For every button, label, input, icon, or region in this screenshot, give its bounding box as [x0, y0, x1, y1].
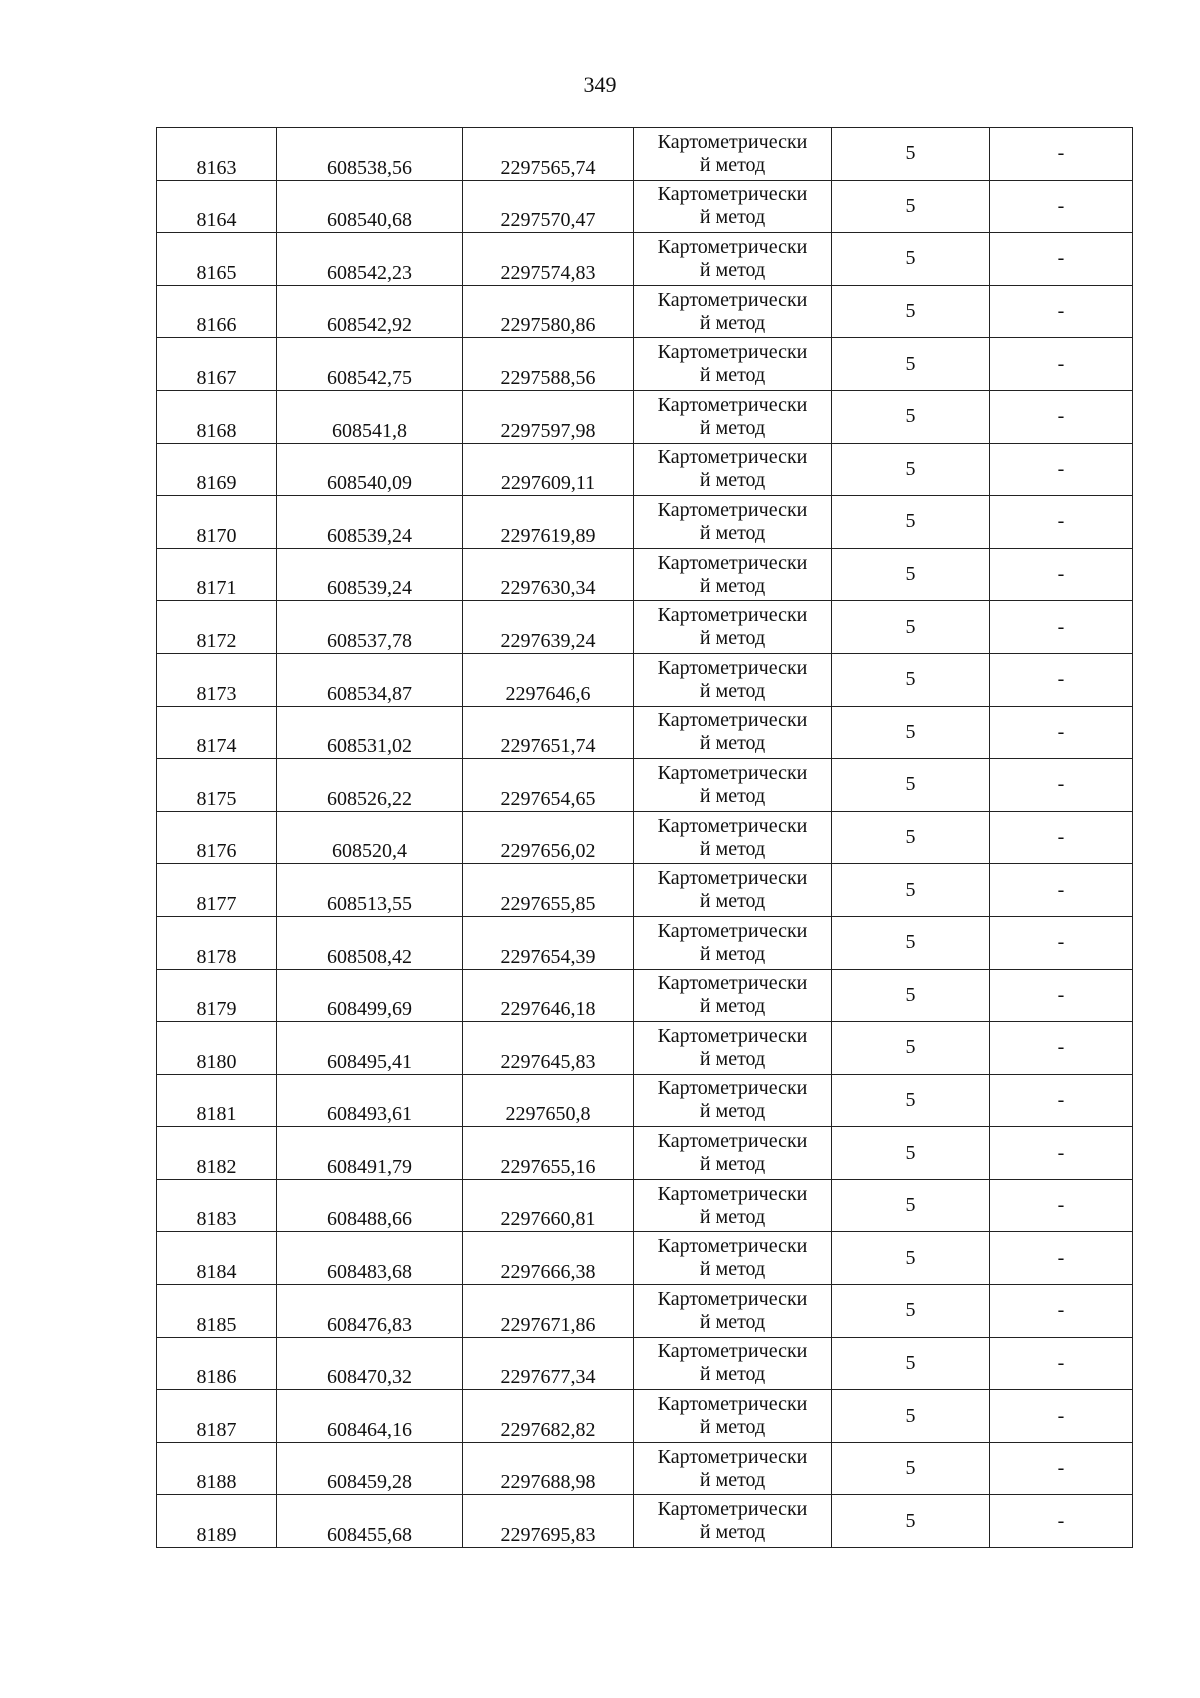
note-cell: - [990, 601, 1133, 654]
point-number-cell: 8177 [157, 864, 277, 917]
note-cell: - [990, 864, 1133, 917]
method-cell: Картометрически й метод [634, 969, 832, 1022]
table-row [157, 338, 1133, 391]
x-coordinate-cell: 608540,68 [277, 180, 463, 233]
y-coordinate-cell: 2297660,81 [463, 1179, 634, 1232]
x-coordinate-cell: 608464,16 [277, 1390, 463, 1443]
note-cell: - [990, 811, 1133, 864]
accuracy-cell: 5 [832, 443, 990, 496]
method-cell: Картометрически й метод [634, 1232, 832, 1285]
method-cell: Картометрически й метод [634, 285, 832, 338]
accuracy-cell: 5 [832, 1442, 990, 1495]
method-cell: Картометрически й метод [634, 443, 832, 496]
method-cell: Картометрически й метод [634, 233, 832, 286]
note-cell: - [990, 653, 1133, 706]
accuracy-cell: 5 [832, 1495, 990, 1548]
y-coordinate-cell: 2297682,82 [463, 1390, 634, 1443]
note-cell: - [990, 1495, 1133, 1548]
point-number-cell: 8180 [157, 1022, 277, 1075]
x-coordinate-cell: 608483,68 [277, 1232, 463, 1285]
method-cell: Картометрически й метод [634, 180, 832, 233]
method-cell: Картометрически й метод [634, 390, 832, 443]
table-row [157, 864, 1133, 917]
x-coordinate-cell: 608542,75 [277, 338, 463, 391]
note-cell: - [990, 1232, 1133, 1285]
point-number-cell: 8175 [157, 759, 277, 812]
x-coordinate-cell: 608455,68 [277, 1495, 463, 1548]
y-coordinate-cell: 2297655,85 [463, 864, 634, 917]
x-coordinate-cell: 608538,56 [277, 128, 463, 181]
table-row [157, 128, 1133, 181]
accuracy-cell: 5 [832, 1232, 990, 1285]
accuracy-cell: 5 [832, 864, 990, 917]
x-coordinate-cell: 608540,09 [277, 443, 463, 496]
y-coordinate-cell: 2297651,74 [463, 706, 634, 759]
accuracy-cell: 5 [832, 390, 990, 443]
y-coordinate-cell: 2297654,39 [463, 916, 634, 969]
point-number-cell: 8166 [157, 285, 277, 338]
table-row [157, 285, 1133, 338]
y-coordinate-cell: 2297677,34 [463, 1337, 634, 1390]
table-row [157, 1074, 1133, 1127]
point-number-cell: 8182 [157, 1127, 277, 1180]
x-coordinate-cell: 608526,22 [277, 759, 463, 812]
method-cell: Картометрически й метод [634, 706, 832, 759]
x-coordinate-cell: 608459,28 [277, 1442, 463, 1495]
point-number-cell: 8173 [157, 653, 277, 706]
note-cell: - [990, 1442, 1133, 1495]
note-cell: - [990, 285, 1133, 338]
table-row [157, 601, 1133, 654]
table-row [157, 1390, 1133, 1443]
point-number-cell: 8169 [157, 443, 277, 496]
table-row [157, 811, 1133, 864]
y-coordinate-cell: 2297646,18 [463, 969, 634, 1022]
table-row [157, 759, 1133, 812]
point-number-cell: 8186 [157, 1337, 277, 1390]
x-coordinate-cell: 608495,41 [277, 1022, 463, 1075]
point-number-cell: 8189 [157, 1495, 277, 1548]
accuracy-cell: 5 [832, 759, 990, 812]
table-row [157, 1337, 1133, 1390]
y-coordinate-cell: 2297650,8 [463, 1074, 634, 1127]
y-coordinate-cell: 2297688,98 [463, 1442, 634, 1495]
y-coordinate-cell: 2297588,56 [463, 338, 634, 391]
x-coordinate-cell: 608508,42 [277, 916, 463, 969]
method-cell: Картометрически й метод [634, 338, 832, 391]
table-row [157, 233, 1133, 286]
y-coordinate-cell: 2297597,98 [463, 390, 634, 443]
point-number-cell: 8171 [157, 548, 277, 601]
method-cell: Картометрически й метод [634, 1179, 832, 1232]
method-cell: Картометрически й метод [634, 601, 832, 654]
y-coordinate-cell: 2297630,34 [463, 548, 634, 601]
accuracy-cell: 5 [832, 811, 990, 864]
x-coordinate-cell: 608476,83 [277, 1285, 463, 1338]
table-row [157, 1285, 1133, 1338]
y-coordinate-cell: 2297646,6 [463, 653, 634, 706]
coordinates-table [156, 127, 1133, 1548]
point-number-cell: 8167 [157, 338, 277, 391]
point-number-cell: 8164 [157, 180, 277, 233]
x-coordinate-cell: 608542,23 [277, 233, 463, 286]
note-cell: - [990, 338, 1133, 391]
note-cell: - [990, 1337, 1133, 1390]
point-number-cell: 8172 [157, 601, 277, 654]
y-coordinate-cell: 2297609,11 [463, 443, 634, 496]
method-cell: Картометрически й метод [634, 759, 832, 812]
table-row [157, 548, 1133, 601]
note-cell: - [990, 1074, 1133, 1127]
table-row [157, 443, 1133, 496]
table-row [157, 1442, 1133, 1495]
x-coordinate-cell: 608470,32 [277, 1337, 463, 1390]
x-coordinate-cell: 608542,92 [277, 285, 463, 338]
note-cell: - [990, 128, 1133, 181]
page-number: 349 [583, 72, 617, 97]
note-cell: - [990, 1127, 1133, 1180]
y-coordinate-cell: 2297639,24 [463, 601, 634, 654]
accuracy-cell: 5 [832, 706, 990, 759]
note-cell: - [990, 233, 1133, 286]
y-coordinate-cell: 2297666,38 [463, 1232, 634, 1285]
y-coordinate-cell: 2297619,89 [463, 496, 634, 549]
y-coordinate-cell: 2297574,83 [463, 233, 634, 286]
table-row [157, 1179, 1133, 1232]
point-number-cell: 8184 [157, 1232, 277, 1285]
method-cell: Картометрически й метод [634, 1022, 832, 1075]
point-number-cell: 8163 [157, 128, 277, 181]
point-number-cell: 8165 [157, 233, 277, 286]
accuracy-cell: 5 [832, 1179, 990, 1232]
method-cell: Картометрически й метод [634, 1495, 832, 1548]
note-cell: - [990, 916, 1133, 969]
table-row [157, 496, 1133, 549]
table-row [157, 653, 1133, 706]
accuracy-cell: 5 [832, 180, 990, 233]
table-row [157, 969, 1133, 1022]
accuracy-cell: 5 [832, 128, 990, 181]
y-coordinate-cell: 2297570,47 [463, 180, 634, 233]
table-row [157, 180, 1133, 233]
y-coordinate-cell: 2297645,83 [463, 1022, 634, 1075]
note-cell: - [990, 706, 1133, 759]
method-cell: Картометрически й метод [634, 1337, 832, 1390]
note-cell: - [990, 1179, 1133, 1232]
method-cell: Картометрически й метод [634, 128, 832, 181]
accuracy-cell: 5 [832, 233, 990, 286]
x-coordinate-cell: 608499,69 [277, 969, 463, 1022]
x-coordinate-cell: 608488,66 [277, 1179, 463, 1232]
point-number-cell: 8179 [157, 969, 277, 1022]
x-coordinate-cell: 608541,8 [277, 390, 463, 443]
method-cell: Картометрически й метод [634, 548, 832, 601]
y-coordinate-cell: 2297565,74 [463, 128, 634, 181]
method-cell: Картометрически й метод [634, 1390, 832, 1443]
accuracy-cell: 5 [832, 1337, 990, 1390]
note-cell: - [990, 180, 1133, 233]
x-coordinate-cell: 608537,78 [277, 601, 463, 654]
table-row [157, 390, 1133, 443]
y-coordinate-cell: 2297671,86 [463, 1285, 634, 1338]
x-coordinate-cell: 608520,4 [277, 811, 463, 864]
point-number-cell: 8188 [157, 1442, 277, 1495]
point-number-cell: 8174 [157, 706, 277, 759]
y-coordinate-cell: 2297654,65 [463, 759, 634, 812]
table-row [157, 1022, 1133, 1075]
point-number-cell: 8181 [157, 1074, 277, 1127]
x-coordinate-cell: 608531,02 [277, 706, 463, 759]
point-number-cell: 8168 [157, 390, 277, 443]
note-cell: - [990, 390, 1133, 443]
table-row [157, 1127, 1133, 1180]
x-coordinate-cell: 608491,79 [277, 1127, 463, 1180]
accuracy-cell: 5 [832, 1127, 990, 1180]
note-cell: - [990, 548, 1133, 601]
accuracy-cell: 5 [832, 285, 990, 338]
y-coordinate-cell: 2297655,16 [463, 1127, 634, 1180]
point-number-cell: 8178 [157, 916, 277, 969]
note-cell: - [990, 1022, 1133, 1075]
accuracy-cell: 5 [832, 916, 990, 969]
method-cell: Картометрически й метод [634, 916, 832, 969]
point-number-cell: 8176 [157, 811, 277, 864]
method-cell: Картометрически й метод [634, 864, 832, 917]
method-cell: Картометрически й метод [634, 1442, 832, 1495]
table-row [157, 1495, 1133, 1548]
x-coordinate-cell: 608539,24 [277, 496, 463, 549]
accuracy-cell: 5 [832, 1285, 990, 1338]
x-coordinate-cell: 608539,24 [277, 548, 463, 601]
point-number-cell: 8170 [157, 496, 277, 549]
x-coordinate-cell: 608513,55 [277, 864, 463, 917]
method-cell: Картометрически й метод [634, 1285, 832, 1338]
accuracy-cell: 5 [832, 969, 990, 1022]
method-cell: Картометрически й метод [634, 496, 832, 549]
point-number-cell: 8185 [157, 1285, 277, 1338]
table-row [157, 916, 1133, 969]
accuracy-cell: 5 [832, 1074, 990, 1127]
method-cell: Картометрически й метод [634, 811, 832, 864]
method-cell: Картометрически й метод [634, 1127, 832, 1180]
method-cell: Картометрически й метод [634, 653, 832, 706]
y-coordinate-cell: 2297656,02 [463, 811, 634, 864]
x-coordinate-cell: 608534,87 [277, 653, 463, 706]
table-row [157, 706, 1133, 759]
accuracy-cell: 5 [832, 653, 990, 706]
note-cell: - [990, 969, 1133, 1022]
point-number-cell: 8183 [157, 1179, 277, 1232]
accuracy-cell: 5 [832, 1022, 990, 1075]
accuracy-cell: 5 [832, 496, 990, 549]
accuracy-cell: 5 [832, 338, 990, 391]
table-row [157, 1232, 1133, 1285]
note-cell: - [990, 1390, 1133, 1443]
note-cell: - [990, 759, 1133, 812]
note-cell: - [990, 1285, 1133, 1338]
y-coordinate-cell: 2297695,83 [463, 1495, 634, 1548]
note-cell: - [990, 443, 1133, 496]
y-coordinate-cell: 2297580,86 [463, 285, 634, 338]
accuracy-cell: 5 [832, 548, 990, 601]
note-cell: - [990, 496, 1133, 549]
x-coordinate-cell: 608493,61 [277, 1074, 463, 1127]
point-number-cell: 8187 [157, 1390, 277, 1443]
accuracy-cell: 5 [832, 601, 990, 654]
coordinates-table-body [157, 128, 1133, 1548]
accuracy-cell: 5 [832, 1390, 990, 1443]
method-cell: Картометрически й метод [634, 1074, 832, 1127]
